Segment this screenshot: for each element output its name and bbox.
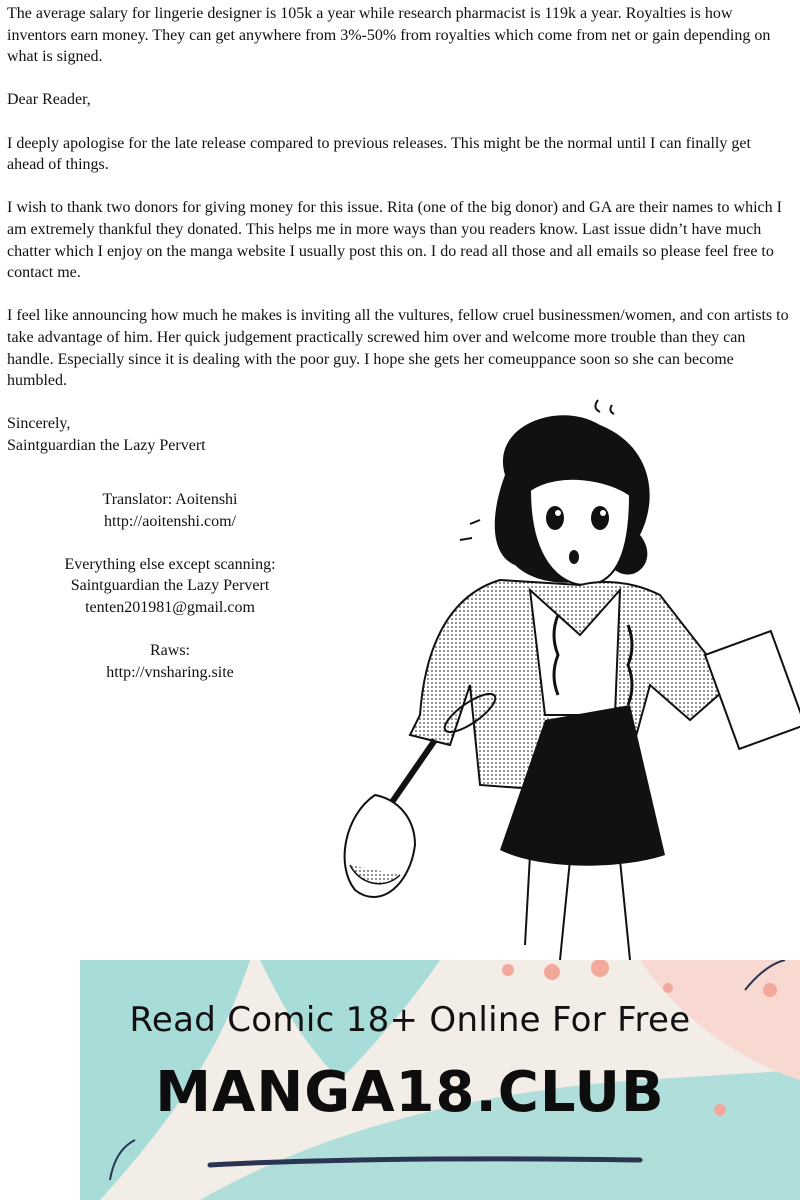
ad-banner[interactable]	[80, 960, 800, 1200]
letter-greeting: Dear Reader,	[7, 91, 91, 109]
letter-intro: The average salary for lingerie designer is 105k a year while research pharmacist is 119k a year. Royalties is how inventors earn money. They can get anywhere from 3%-50% from royalties which come from net or gain depending on what is signed.	[7, 5, 771, 66]
manga-girl-drawing	[330, 385, 800, 960]
letter-closing: Sincerely,	[7, 415, 71, 433]
letter-paragraph: I wish to thank two donors for giving money for this issue. Rita (one of the big donor) and GA are their names to which I am extremely thankful they donated. This helps me in more ways than you readers know. Last issue didn’t have much chatter which I enjoy on the manga website I usually post this on. I do read all those and all emails so please feel free to contact me.	[7, 199, 782, 282]
translator-credit	[20, 489, 320, 532]
contact-email[interactable]: tenten201981@gmail.com	[85, 598, 255, 616]
other-credit-label: Everything else except scanning:	[64, 555, 276, 573]
other-credit-name: Saintguardian the Lazy Pervert	[70, 577, 270, 595]
raws-credit	[20, 640, 320, 683]
banner-tagline: Read Comic 18+ Online For Free	[129, 1000, 691, 1040]
raws-label: Raws:	[150, 642, 190, 660]
translator-link[interactable]: http://aoitenshi.com/	[104, 512, 236, 530]
letter-paragraph: I feel like announcing how much he makes is inviting all the vultures, fellow cruel businessmen/women, and con artists to take advantage of him. Her quick judgement practically screwed him over and welcome more trouble than they can handle. Especially since it is dealing with the poor guy. I hope she gets her comeuppance soon so she can become humbled.	[7, 307, 789, 390]
letter-paragraph: I deeply apologise for the late release compared to previous releases. This might be the normal until I can finally get ahead of things.	[7, 134, 751, 174]
credits	[20, 489, 320, 705]
letter-signature: Saintguardian the Lazy Pervert	[7, 436, 206, 454]
raws-link[interactable]: http://vnsharing.site	[106, 663, 234, 681]
other-credit	[20, 554, 320, 619]
banner-dot	[502, 964, 514, 976]
manga-girl-illustration	[330, 385, 800, 960]
banner-dot	[544, 964, 560, 980]
banner-brand-logo[interactable]: MANGA18.CLUB	[155, 1060, 665, 1125]
banner-dot	[763, 983, 777, 997]
translator-label: Translator: Aoitenshi	[102, 491, 238, 508]
banner-dot	[663, 983, 673, 993]
